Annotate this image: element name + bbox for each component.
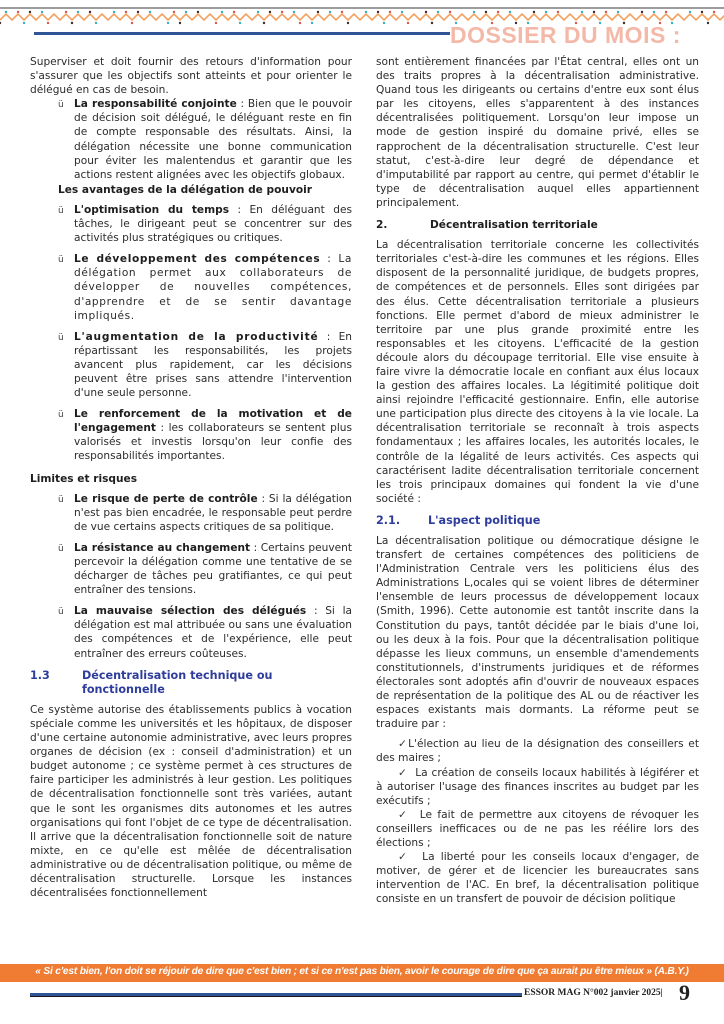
section-1-3-body: Ce système autorise des établissements publics à vocation spéciale comme les universités et les hôpitaux, de disposer d'une certaine autonomie administrative, avec leurs propres organes de décision (ex : conseil d'administration) et un budget autonome ; ce système permet à ces structures de faire participer les administrés à leur gestion. Les politiques de décentralisation fonctionnelle sont très variées, autant que le sont les organismes dits autonomes et les autres organisations qui font l'objet de ce type de décentralisation. Il arrive que la décentralisation fonctionnelle soit de nature mixte, en ce qu'elle est mêlée de décentralisation administrative ou de décentralisation politique, ou même de décentralisation structurelle. Lorsque les instances décentralisées fonctionnellement	[30, 703, 352, 900]
check-list-item: ✓L'élection au lieu de la désignation des conseillers et des maires ;	[376, 738, 699, 765]
continuation-paragraph: sont entièrement financées par l'État central, elles ont un des traits propres à la décentralisation administrative. Quand tous les dirigeants ou certains d'entre eux sont élus par les citoyens, elles s'apparentent à des instances décentralisées politiquement. Lorsqu'on leur impose un mode de gestion inspiré du domaine privé, elles se rapprochent de la décentralisation structurelle. C'est leur statut, c'est-à-dire leur degré de dépendance et d'imputabilité par rapport au centre, qui permet d'établir le type de décentralisation auquel elles appartiennent principalement.	[376, 56, 699, 209]
checkmark-icon: ✓	[398, 808, 409, 821]
bullet-text: : Si la délégation est mal attribuée ou sans une évaluation des compétences et de l'expérience, elle peut entraîner des erreurs coûteuses.	[74, 605, 353, 660]
checkmark-icon: ✓	[398, 766, 408, 779]
bullet-title: Le développement des compétences	[74, 253, 321, 266]
section-heading-2	[376, 218, 699, 232]
advantage-item	[58, 252, 352, 322]
section-number: 2.	[376, 219, 388, 232]
page-number: 9	[679, 980, 690, 1005]
bullet-marker-icon: ü	[58, 255, 64, 266]
check-list-item: ✓ Le fait de permettre aux citoyens de révoquer les conseillers inefficaces ou de ne pas les réélire lors des élections ;	[376, 808, 699, 849]
section-number: 2.1.	[376, 513, 401, 527]
limit-item	[58, 541, 352, 597]
bullet-marker-icon: ü	[58, 332, 64, 343]
bullet-title: Le risque de perte de contrôle	[74, 492, 258, 505]
section-title: Décentralisation territoriale	[430, 219, 598, 232]
bullet-marker-icon: ü	[58, 205, 64, 216]
advantage-item	[58, 330, 352, 400]
magazine-issue: ESSOR MAG N°002 janvier 2025|	[524, 988, 663, 998]
section-2-body: La décentralisation territoriale concerne les collectivités territoriales c'est-à-dire les communes et les régions. Elles disposent de la personnalité juridique, de budgets propres, de compétences et de personnels. Elles sont dirigées par des élus. Cette décentralisation territoriale a plusieurs fonctions. Elle permet d'abord de mieux administrer le territoire par une plus grande proximité entre les responsables et les citoyens. L'efficacité de la gestion découle alors du découpage territorial. Elle vise ensuite à faire vivre la démocratie locale en confiant aux élus locaux la gestion des affaires locales. La légitimité politique doit ainsi rejoindre l'efficacité gestionnaire. Enfin, elle autorise une participation plus directe des citoyens à la vie locale. La décentralisation territoriale se reconnaît à trois aspects fondamentaux ; les affaires locales, les autorités locales, le contrôle de la légalité de leurs activités. Ces aspects qui caractérisent ladite décentralisation territoriale concernent les trois principaux domaines qui fondent la vie d'une société :	[376, 239, 699, 505]
bullet-text: : Certains peuvent percevoir la délégation comme une tentative de se décharger de tâches peu gratifiantes, ce qui peut entraîner des tensions.	[74, 541, 352, 597]
checkmark-icon: ✓	[398, 738, 409, 751]
bullet-responsabilite-conjointe	[58, 97, 352, 182]
bullet-marker-icon: ü	[58, 100, 64, 111]
left-column	[30, 55, 352, 900]
limits-heading: Limites et risques	[30, 472, 138, 485]
limit-item	[58, 492, 352, 534]
limit-item	[58, 604, 352, 660]
bullet-text: : En répartissant les responsabilités, les projets avancent plus rapidement, car les décisions peuvent être prises sans attendre l'intervention d'une seule personne.	[74, 330, 352, 400]
bullet-marker-icon: ü	[58, 410, 64, 421]
bullet-marker-icon: ü	[58, 607, 64, 618]
footer-rule-thin	[30, 996, 522, 997]
advantages-heading: Les avantages de la délégation de pouvoir	[58, 183, 312, 196]
bullet-text: : La délégation permet aux collaborateurs de développer de nouvelles compétences, d'apprendre et de se sentir davantage impliqués.	[74, 253, 352, 322]
bullet-title: L'augmentation de la productivité	[74, 330, 319, 343]
bullet-text: : Bien que le pouvoir de décision soit délégué, le déléguant reste en fin de compte responsable des résultats. Ainsi, la délégation nécessite une bonne communication pour éviter les malentendus et garantir que les actions restent alignées avec les objectifs globaux.	[74, 98, 352, 181]
footer-quote: « Si c'est bien, l'on doit se réjouir de dire que c'est bien ; et si ce n'est pas bien, avoir le courage de dire que ça aurait pu être mieux » (A.B.Y.)	[35, 966, 689, 977]
bullet-text: : En déléguant des tâches, le dirigeant peut se concentrer sur des activités plus stratégiques ou critiques.	[74, 203, 352, 245]
checkmark-icon: ✓	[398, 851, 410, 864]
bullet-title: Le renforcement de la motivation et de l'engagement	[74, 408, 352, 435]
header-rule	[34, 32, 450, 35]
page-title: DOSSIER DU MOIS :	[450, 22, 681, 48]
section-2-1-body: La décentralisation politique ou démocratique désigne le transfert de certaines compétences des politiciens de l'Administration Centrale vers les politiciens élus des Administrations L,ocales qui se voient libres de déterminer l'ensemble de leurs processus de développement locaux (Smith, 1996). Cette autonomie est tantôt inscrite dans la Constitution du pays, tantôt décidée par le biais d'une loi, ou les deux à la fois. Pour que la décentralisation politique dépasse les lieux communs, un ensemble d'amendements constitutionnels, d'instruments juridiques et de réformes électorales sont adoptés afin d'ouvrir de nouveaux espaces de représentation de la politique des AL ou de réactiver les espaces existants mais dormants. La réforme peut se traduire par :	[376, 535, 699, 731]
advantage-item	[58, 203, 352, 245]
bullet-title: La responsabilité conjointe	[74, 98, 237, 111]
intro-paragraph: Superviser et doit fournir des retours d'information pour s'assurer que les objectifs sont atteints et pour orienter le délégué en cas de besoin.	[30, 56, 352, 97]
check-list-item: ✓ La création de conseils locaux habilités à légiférer et à autoriser l'usage des finances inscrites au budget par les exécutifs ;	[376, 766, 699, 807]
bullet-marker-icon: ü	[58, 543, 64, 554]
section-number: 1.3	[30, 668, 50, 682]
advantage-item	[58, 407, 352, 463]
bullet-text: : les collaborateurs se sentent plus valorisés et investis lorsqu'on leur confie des responsabilités importantes.	[74, 422, 352, 463]
bullet-marker-icon: ü	[58, 494, 64, 505]
bullet-title: L'optimisation du temps	[74, 203, 230, 216]
section-title: L'aspect politique	[428, 513, 541, 527]
section-heading-1-3	[30, 669, 352, 697]
check-list-item: ✓ La liberté pour les conseils locaux d'engager, de motiver, de gérer et de licencier les bureaucrates sans intervention de l'AC. En bref, la décentralisation politique consiste en un transfert de pouvoir de décision politique	[376, 851, 699, 906]
bullet-title: La résistance au changement	[74, 541, 251, 554]
section-heading-2-1	[376, 514, 699, 528]
section-title: Décentralisation technique ou fonctionnelle	[82, 668, 273, 696]
bullet-title: La mauvaise sélection des délégués	[74, 605, 307, 618]
right-column	[376, 55, 699, 906]
bullet-text: : Si la délégation n'est pas bien encadrée, le responsable peut perdre de vue certains aspects critiques de sa politique.	[74, 492, 352, 533]
